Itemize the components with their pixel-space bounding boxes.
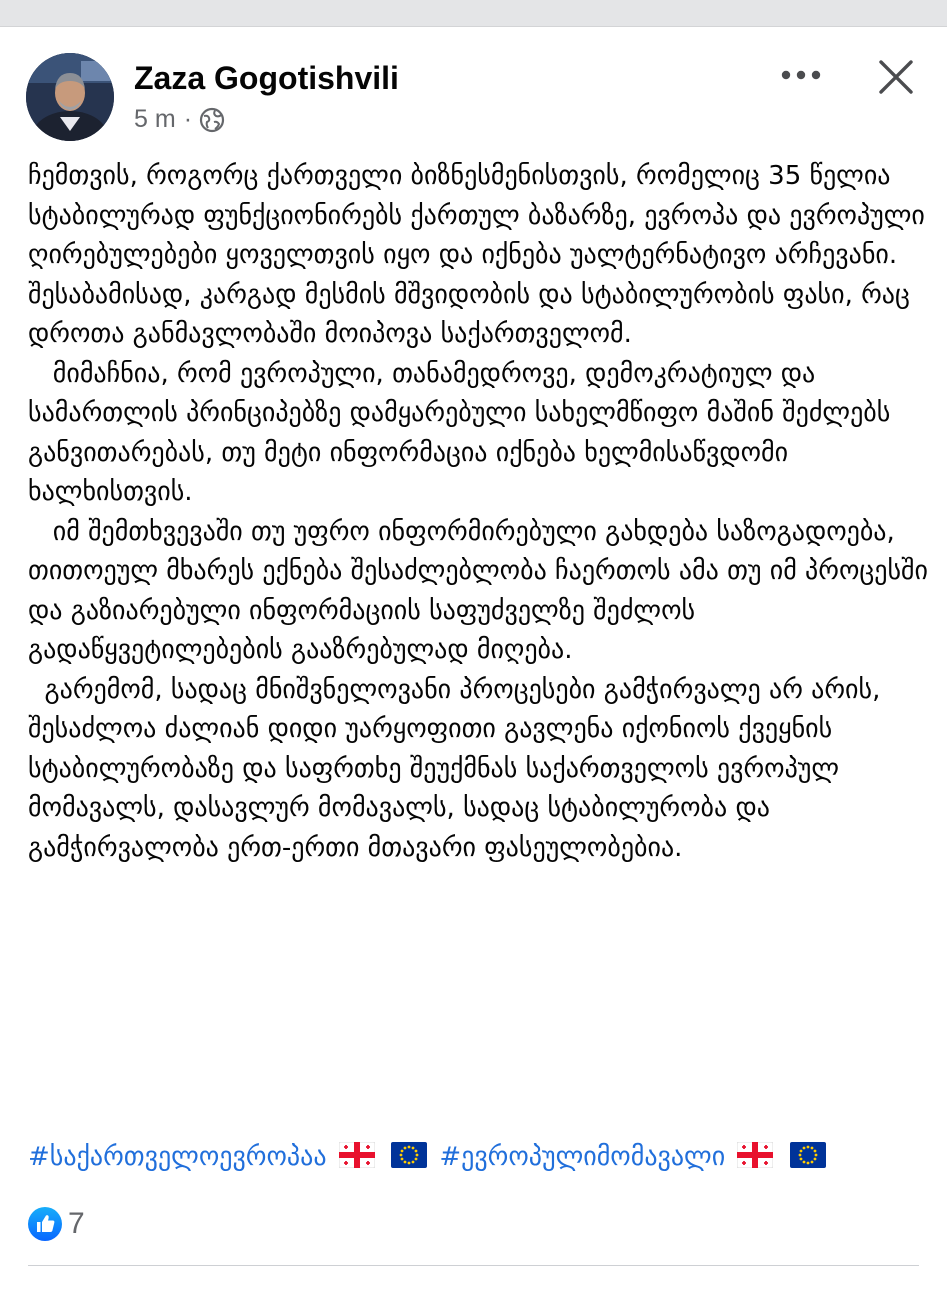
hashtag-line [28, 1138, 928, 1181]
close-icon [878, 59, 914, 95]
more-icon [781, 70, 821, 80]
post-card [0, 27, 947, 1290]
hashtag-link[interactable]: #საქართველოევროპაა [28, 1142, 327, 1172]
reaction-summary[interactable] [28, 1207, 85, 1241]
post-timestamp[interactable]: 5 m [134, 105, 176, 133]
top-strip [0, 0, 947, 27]
more-options-button[interactable] [776, 57, 826, 93]
post-header [0, 27, 947, 147]
post-paragraph: მიმაჩნია, რომ ევროპული, თანამედროვე, დემოკრატიულ და სამართლის პრინციპებზე დამყარებული სახელმწიფო მაშინ შეძლებს განვითარებას, თუ მეტი ინფორმაცია იქნება ხელმისაწვდომი ხალხისთვის. [28, 358, 899, 507]
action-divider [28, 1265, 919, 1266]
post-paragraph: ჩემთვის, როგორც ქართველი ბიზნესმენისთვის, რომელიც 35 წელია სტაბილურად ფუნქციონირებს ქართულ ბაზარზე, ევროპა და ევროპული ღირებულებები ყოველთვის იყო და იქნება უალტერნატივო არჩევანი. შესაბამისად, კარგად მესმის მშვიდობის და სტაბილურობის ფასი, რაც დროთა განმავლობაში მოიპოვა საქართველომ. [28, 161, 934, 349]
like-reaction-icon [28, 1207, 62, 1241]
eu-flag-icon [391, 1141, 427, 1181]
hashtag-link[interactable]: #ევროპულიმომავალი [439, 1142, 726, 1172]
avatar[interactable] [26, 53, 114, 141]
georgia-flag-icon [737, 1141, 773, 1181]
post-text [28, 157, 937, 868]
post-meta [134, 105, 225, 134]
post-paragraph: იმ შემთხვევაში თუ უფრო ინფორმირებული გახდება საზოგადოება, თითოეულ მხარეს ექნება შესაძლებლობა ჩაერთოს ამა თუ იმ პროცესში და გაზიარებული ინფორმაციის საფუძველზე შეძლოს გადაწყვეტილებების გააზრებულად მიღება. [28, 516, 937, 665]
globe-icon [199, 107, 225, 133]
like-count: 7 [68, 1207, 85, 1240]
georgia-flag-icon [339, 1141, 375, 1181]
close-button[interactable] [870, 51, 922, 103]
author-name[interactable]: Zaza Gogotishvili [134, 60, 399, 96]
eu-flag-icon [790, 1141, 826, 1181]
meta-separator: · [183, 105, 193, 133]
post-paragraph: გარემომ, სადაც მნიშვნელოვანი პროცესები გამჭირვალე არ არის, შესაძლოა ძალიან დიდი უარყოფითი გავლენა იქონიოს ქვეყნის სტაბილურობაზე და საფრთხე შეუქმნას საქართველოს ევროპულ მომავალს, დასავლურ მომავალს, სადაც სტაბილურობა და გამჭირვალობა ერთ-ერთი მთავარი ფასეულობებია. [28, 674, 889, 863]
